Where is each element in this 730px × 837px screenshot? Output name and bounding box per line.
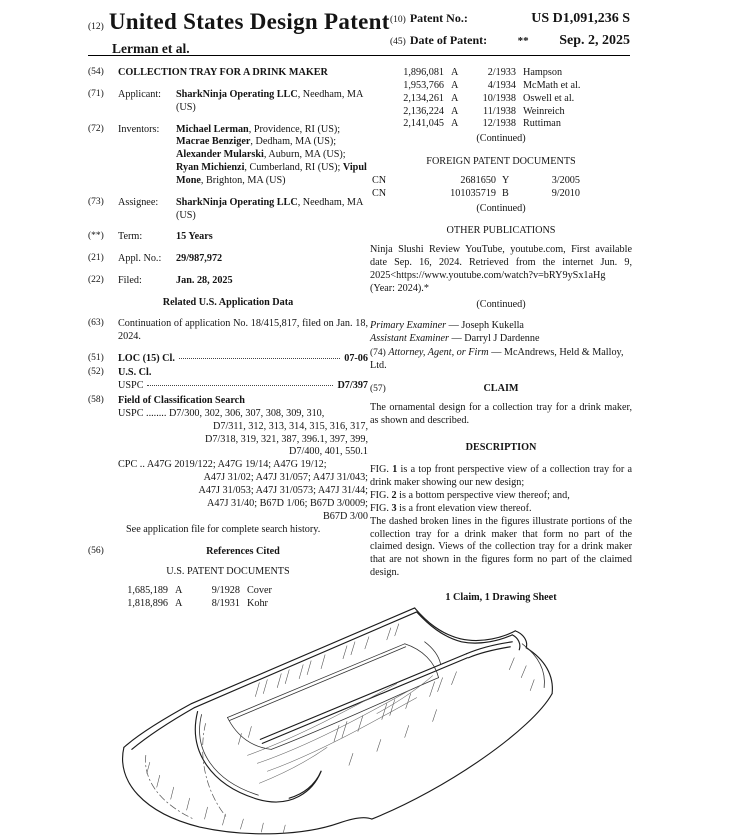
tray-main-outline: [123, 608, 553, 834]
left-column: [88, 67, 368, 611]
search-history-note: See application file for complete search history.: [126, 524, 321, 536]
claims-sheets-note: 1 Claim, 1 Drawing Sheet: [445, 591, 557, 603]
term-label: Term:: [118, 231, 143, 243]
claim-heading: CLAIM: [483, 383, 519, 394]
ref-name: Kohr: [247, 597, 268, 609]
us-ref-row: [370, 80, 632, 93]
other-publications-heading: OTHER PUBLICATIONS: [446, 225, 556, 237]
uspc-search-line: D7/318, 319, 321, 387, 396.1, 397, 399,: [205, 433, 368, 445]
inventor-name: Alexander Mularski: [176, 149, 264, 161]
claim-heading-row: [370, 383, 632, 396]
header-left: [88, 8, 390, 57]
inventor-name: Vipul Mone: [176, 162, 367, 186]
invention-title: COLLECTION TRAY FOR A DRINK MAKER: [118, 67, 328, 78]
section-field-search-58: [88, 395, 368, 537]
ref-kind: B: [502, 187, 509, 199]
tag-63: (63): [88, 317, 104, 328]
ref-kind: A: [175, 597, 183, 609]
cpc-search-line: CPC .. A47G 2019/122; A47G 19/14; A47G 19/12;: [118, 459, 327, 471]
header: [88, 8, 630, 57]
header-right: [390, 8, 630, 57]
applicant-address: , Needham, MA (US): [176, 88, 363, 113]
inventor-location: , Cumberland, RI (US);: [244, 162, 343, 174]
cpc-search-line: A47J 31/053; A47J 31/0573; A47J 31/44;: [198, 484, 368, 496]
assignee-name: SharkNinja Operating LLC: [176, 196, 298, 208]
filed-value: Jan. 28, 2025: [176, 275, 233, 287]
tag-58: (58): [88, 395, 104, 406]
ref-date: 11/1938: [482, 105, 516, 117]
applicant-value: [176, 89, 368, 115]
inventors-list: [176, 124, 368, 188]
assistant-examiner-line: [370, 333, 632, 346]
dot-leader: [179, 358, 340, 359]
section-appl-no-21: [88, 253, 368, 266]
fig1-description: FIG. 1 is a top front perspective view of a collection tray for a drink maker showing our new design;: [370, 464, 632, 489]
appl-no-label: Appl. No.:: [118, 253, 162, 265]
ref-kind: A: [451, 67, 459, 78]
tag-74: (74): [370, 348, 386, 359]
claim-text: The ornamental design for a collection tray for a drink maker, as shown and described.: [370, 401, 632, 426]
section-us-cl-52: [88, 367, 368, 393]
cpc-search-line: B67D 3/00: [323, 510, 368, 522]
ref-number: 1,818,896: [127, 597, 168, 609]
dot-leader: [147, 385, 333, 386]
cpc-search-line: A47J 31/40; B67D 1/06; B67D 3/0009;: [206, 497, 368, 509]
us-ref-row: [88, 585, 368, 598]
assistant-examiner-name: — Darryl J Dardenne: [448, 333, 540, 345]
date-label: Date of Patent:: [409, 32, 488, 47]
ref-country: CN: [372, 174, 387, 186]
patent-no-tag: (10): [390, 15, 406, 25]
ref-kind: A: [175, 585, 183, 596]
continuation-text: Continuation of application No. 18/415,817, filed on Jan. 18, 2024.: [118, 317, 368, 342]
tag-21: (21): [88, 253, 104, 264]
tag-56: (56): [88, 546, 104, 557]
section-continuation-63: [88, 318, 368, 344]
primary-examiner-line: [370, 320, 632, 333]
ref-kind: A: [451, 105, 459, 117]
right-column: [370, 67, 632, 605]
section-title-54: [88, 67, 368, 80]
inventor-name: Michael Lerman: [176, 123, 249, 135]
fig3-description: FIG. 3 is a front elevation view thereof.: [370, 502, 532, 514]
section-assignee-73: [88, 197, 368, 223]
us-ref-row: [370, 67, 632, 80]
us-patent-docs-heading: U.S. PATENT DOCUMENTS: [166, 566, 290, 578]
related-data-heading: Related U.S. Application Data: [162, 296, 294, 308]
section-loc-51: [88, 353, 368, 366]
inventors-label: Inventors:: [118, 123, 160, 135]
foreign-ref-row: [370, 175, 632, 188]
ref-date: 10/1938: [482, 92, 516, 104]
us-cl-label: U.S. Cl.: [118, 367, 152, 379]
section-filed-22: [88, 275, 368, 288]
tag-54: (54): [88, 67, 104, 77]
tag-71: (71): [88, 88, 104, 99]
fig2-description: FIG. 2 is a bottom perspective view thereof; and,: [370, 490, 570, 502]
loc-value: 07-06: [344, 352, 368, 364]
ref-name: McMath et al.: [523, 79, 581, 91]
tag-72: (72): [88, 123, 104, 134]
tray-broken-phantom-lines: [145, 723, 226, 819]
ref-number: 101035719: [450, 187, 496, 199]
description-heading: DESCRIPTION: [465, 441, 537, 453]
inventor-location: , Dedham, MA (US);: [250, 136, 337, 148]
drawing-sheet-figure: [108, 598, 570, 837]
document-title: United States Design Patent: [108, 9, 390, 34]
patent-no-label: Patent No.:: [409, 11, 468, 25]
ref-name: Cover: [247, 585, 272, 596]
assignee-value: [176, 197, 368, 223]
term-extension-marker: **: [517, 34, 529, 47]
primary-examiner-name: — Joseph Kukella: [446, 319, 524, 331]
ref-kind: Y: [502, 174, 510, 186]
tag-22: (22): [88, 275, 104, 286]
inventor-location: , Providence, RI (US);: [248, 123, 341, 135]
us-ref-row: [370, 118, 632, 131]
inventor-name: Ryan Michienzi: [176, 162, 245, 174]
loc-label: LOC (15) Cl.: [118, 352, 175, 364]
uspc-label: USPC: [118, 380, 144, 392]
patent-date: Sep. 2, 2025: [559, 32, 630, 48]
ref-date: 9/2010: [551, 187, 580, 199]
uspc-search-line: D7/400, 401, 550.1: [289, 446, 368, 458]
tag-51: (51): [88, 352, 104, 363]
header-divider: [88, 55, 630, 56]
section-references-56: [88, 546, 368, 559]
attorney-label: Attorney, Agent, or Firm: [388, 347, 489, 359]
uspc-value: D7/397: [337, 380, 368, 392]
ref-number: 1,953,766: [403, 79, 444, 91]
collection-tray-drawing-svg: [108, 598, 570, 837]
section-inventors-72: [88, 124, 368, 188]
ref-date: 8/1931: [211, 597, 240, 609]
applicant-name: SharkNinja Operating LLC: [176, 88, 298, 100]
inventor-location: , Brighton, MA (US): [200, 174, 286, 186]
ref-date: 9/1928: [211, 585, 240, 596]
patent-number: US D1,091,236 S: [531, 11, 630, 26]
applicant-label: Applicant:: [118, 88, 162, 100]
kind-code-tag: (12): [88, 22, 104, 32]
other-publications-text: Ninja Slushi Review YouTube, youtube.com, First available date Sep. 16, 2024. Retrieved from the internet Jun. 9, 2025<https://www.youtube.com/watch?v=bRY9ySx1aHg (Year: 2024).*: [370, 244, 632, 294]
ref-date: 2/1933: [487, 67, 516, 78]
ref-number: 1,896,081: [403, 67, 444, 78]
ref-number: 1,685,189: [127, 585, 168, 596]
attorney-name: — McAndrews, Held & Malloy, Ltd.: [370, 347, 624, 372]
tray-floor-shading-arcs: [247, 676, 432, 784]
field-search-label: Field of Classification Search: [118, 395, 245, 407]
ref-kind: A: [451, 118, 459, 130]
assignee-address: , Needham, MA (US): [176, 196, 363, 221]
uspc-search-line: USPC ........ D7/300, 302, 306, 307, 308, 309, 310,: [118, 407, 325, 419]
us-ref-row: [370, 93, 632, 106]
ref-date: 4/1934: [487, 79, 516, 91]
continued-marker: (Continued): [476, 133, 526, 145]
references-cited-heading: References Cited: [206, 546, 280, 558]
ref-name: Oswell et al.: [523, 92, 575, 104]
primary-examiner-label: Primary Examiner: [370, 319, 447, 331]
ref-name: Hampson: [523, 67, 563, 78]
ref-number: 2,136,224: [403, 105, 444, 117]
cpc-search-line: A47J 31/02; A47J 31/057; A47J 31/043;: [203, 472, 368, 484]
ref-number: 2,141,045: [403, 118, 444, 130]
tag-52: (52): [88, 367, 104, 378]
ref-kind: A: [451, 92, 459, 104]
tag-term: (**): [88, 231, 104, 242]
ref-name: Ruttiman: [523, 118, 561, 130]
inventor-name: Macrae Benziger: [176, 136, 251, 148]
continued-marker: (Continued): [476, 202, 526, 214]
term-value: 15 Years: [176, 231, 213, 243]
foreign-ref-row: [370, 188, 632, 201]
appl-no-value: 29/987,972: [176, 253, 223, 265]
assignee-label: Assignee:: [118, 196, 159, 208]
us-ref-row: [370, 106, 632, 119]
date-tag: (45): [390, 36, 406, 47]
first-named-inventor: Lerman et al.: [112, 40, 190, 56]
tag-73: (73): [88, 196, 104, 207]
ref-date: 12/1938: [482, 118, 516, 130]
uspc-search-line: D7/311, 312, 313, 314, 315, 316, 317,: [213, 420, 368, 432]
ref-number: 2681650: [460, 174, 496, 186]
inventor-location: , Auburn, MA (US);: [263, 149, 346, 161]
ref-date: 3/2005: [551, 174, 580, 186]
ref-name: Weinreich: [523, 105, 565, 117]
ref-number: 2,134,261: [403, 92, 444, 104]
filed-label: Filed:: [118, 275, 142, 287]
ref-country: CN: [372, 187, 387, 199]
broken-lines-statement: The dashed broken lines in the figures illustrate portions of the collection tray for a drink maker that form no part of the claimed design. Views of the collection tray for a drink maker that are not shown in the figures form no part of the claimed design.: [370, 515, 632, 579]
section-term: [88, 231, 368, 244]
tray-inner-edges: [200, 642, 545, 795]
ref-kind: A: [451, 79, 459, 91]
tag-57: (57): [370, 384, 386, 394]
attorney-line: [370, 347, 632, 373]
continued-marker: (Continued): [476, 298, 526, 310]
foreign-docs-heading: FOREIGN PATENT DOCUMENTS: [426, 156, 576, 168]
section-applicant-71: [88, 89, 368, 115]
assistant-examiner-label: Assistant Examiner: [370, 333, 449, 345]
